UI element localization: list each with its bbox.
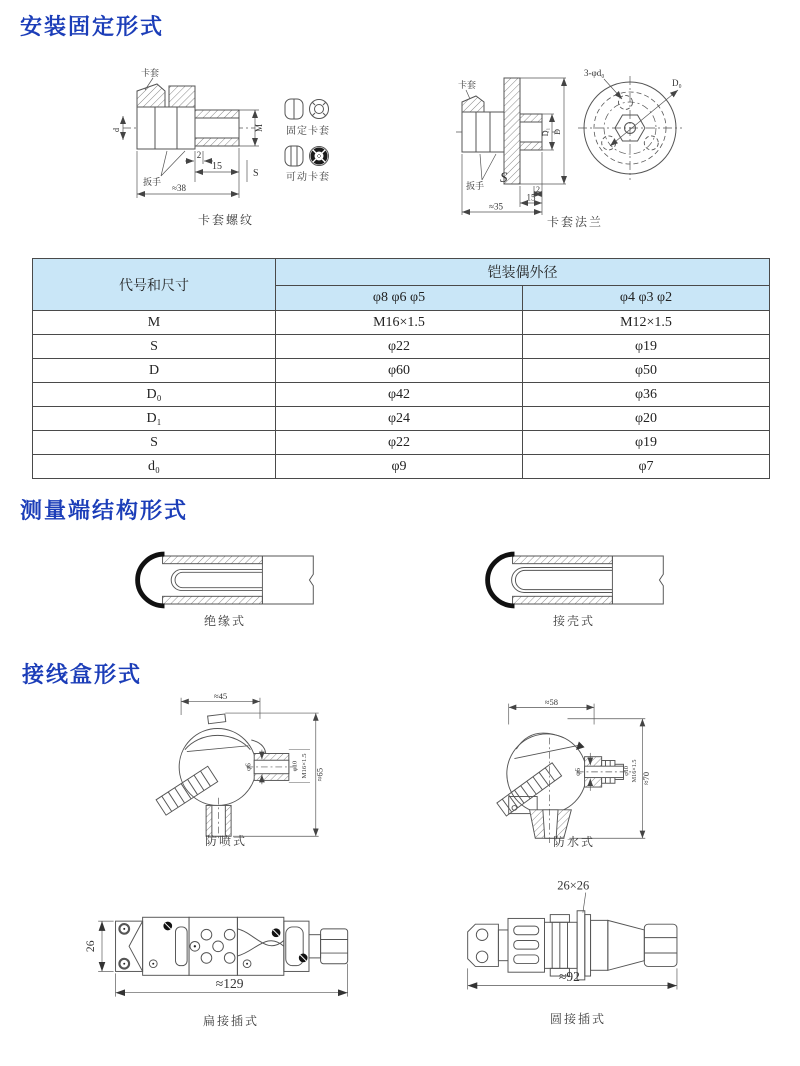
caption-shell: 接壳式: [552, 614, 595, 628]
dim-m: M: [254, 123, 264, 133]
dim-width: ≈58: [544, 697, 558, 708]
fixed-ferrule-icon: [283, 97, 333, 121]
table-row: [33, 407, 770, 431]
table-row: [33, 359, 770, 383]
drawing-splash-proof-head: [142, 690, 326, 842]
drawing-waterproof-head: [482, 696, 672, 843]
row-value: φ22: [276, 431, 523, 455]
caption-flat-plug: 扁接插式: [202, 1014, 259, 1028]
caption-movable-ferrule: 可动卡套: [286, 172, 330, 183]
label-wrench: 扳手: [143, 177, 162, 187]
dim-d10: φ10: [624, 766, 631, 776]
drawing-insulated-tip: [128, 551, 320, 609]
row-code: S: [33, 335, 276, 359]
row-value: M12×1.5: [523, 311, 770, 335]
row-value: φ7: [523, 455, 770, 479]
dim-bore: φ6: [573, 768, 582, 776]
fitting-body: [123, 84, 255, 149]
dim-d: D: [553, 129, 562, 135]
dim-d1: D₁: [541, 127, 550, 137]
section-title-mounting: 安装固定形式: [20, 14, 165, 39]
dim-thread: M16×1.5: [631, 759, 638, 783]
row-value: φ50: [523, 359, 770, 383]
section-title-junction-box: 接线盒形式: [22, 662, 143, 687]
dim-s: S: [253, 168, 259, 179]
dim-width: ≈45: [213, 691, 228, 702]
dim-height: ≈70: [641, 771, 652, 786]
row-code: S: [33, 431, 276, 455]
dim-38: ≈38: [172, 183, 186, 193]
table-header-code: 代号和尺寸: [33, 259, 276, 311]
drawing-round-plug: [460, 876, 700, 1006]
dim-2: 2: [536, 185, 540, 194]
row-value: M16×1.5: [276, 311, 523, 335]
table-row: [33, 335, 770, 359]
table-subheader-large: φ8 φ6 φ5: [276, 286, 523, 311]
dim-height: ≈65: [314, 767, 325, 782]
dim-thread: M16×1.5: [301, 753, 309, 779]
table-row: [33, 383, 770, 407]
dim-d10: φ10: [291, 760, 299, 772]
row-value: φ24: [276, 407, 523, 431]
row-value: φ36: [523, 383, 770, 407]
drawing-flat-plug: [84, 896, 356, 1014]
dim-d: d: [112, 128, 121, 132]
dim-length: ≈92: [559, 968, 580, 984]
caption-waterproof: 防水式: [552, 835, 595, 849]
plug-body: [116, 917, 348, 975]
caption-splash-proof: 防喷式: [204, 834, 247, 848]
flange-front-view: [578, 76, 682, 180]
row-code: d₀: [33, 455, 276, 479]
drawing-ferrule-thread: [112, 64, 265, 212]
table-row: [33, 431, 770, 455]
label-ferrule: 卡套: [141, 68, 160, 78]
row-value: φ22: [276, 335, 523, 359]
row-value: φ9: [276, 455, 523, 479]
row-value: φ20: [523, 407, 770, 431]
table-row: [33, 311, 770, 335]
drawing-shell-tip: [478, 551, 670, 609]
caption-ferrule-flange: 卡套法兰: [546, 215, 603, 229]
table-header-group: 铠装偶外径: [276, 259, 770, 286]
dim-2: 2: [196, 150, 202, 160]
dim-height: 26: [84, 940, 98, 953]
dim-d0: D₀: [672, 78, 682, 88]
movable-ferrule-icon: [283, 144, 333, 168]
dimension-table: [32, 258, 770, 479]
row-code: M: [33, 311, 276, 335]
row-code: D₀: [33, 383, 276, 407]
caption-round-plug: 圆接插式: [549, 1012, 606, 1026]
row-value: φ19: [523, 431, 770, 455]
caption-insulated: 绝缘式: [203, 614, 246, 628]
row-value: φ60: [276, 359, 523, 383]
section-title-measuring-end: 测量端结构形式: [20, 498, 189, 523]
table-row: [33, 455, 770, 479]
table-subheader-small: φ4 φ3 φ2: [523, 286, 770, 311]
drawing-ferrule-flange: [452, 66, 692, 216]
head-body: [497, 733, 632, 843]
dim-bolt-holes: 3-φd₀: [584, 68, 605, 78]
dim-s: S: [500, 170, 508, 186]
row-code: D: [33, 359, 276, 383]
dim-square: 26×26: [557, 878, 590, 893]
caption-fixed-ferrule: 固定卡套: [286, 126, 330, 137]
label-ferrule: 卡套: [458, 80, 477, 90]
dim-length: ≈129: [215, 975, 244, 991]
dim-bore: φ6: [244, 763, 253, 771]
dim-15: 15: [526, 192, 536, 203]
dim-15: 15: [212, 161, 222, 172]
flange-front-dims: [604, 79, 678, 146]
row-value: φ42: [276, 383, 523, 407]
label-wrench: 扳手: [466, 181, 485, 191]
dim-35: ≈35: [489, 201, 503, 212]
row-code: D₁: [33, 407, 276, 431]
head-body: [156, 714, 296, 841]
caption-ferrule-thread: 卡套螺纹: [197, 213, 254, 227]
row-value: φ19: [523, 335, 770, 359]
